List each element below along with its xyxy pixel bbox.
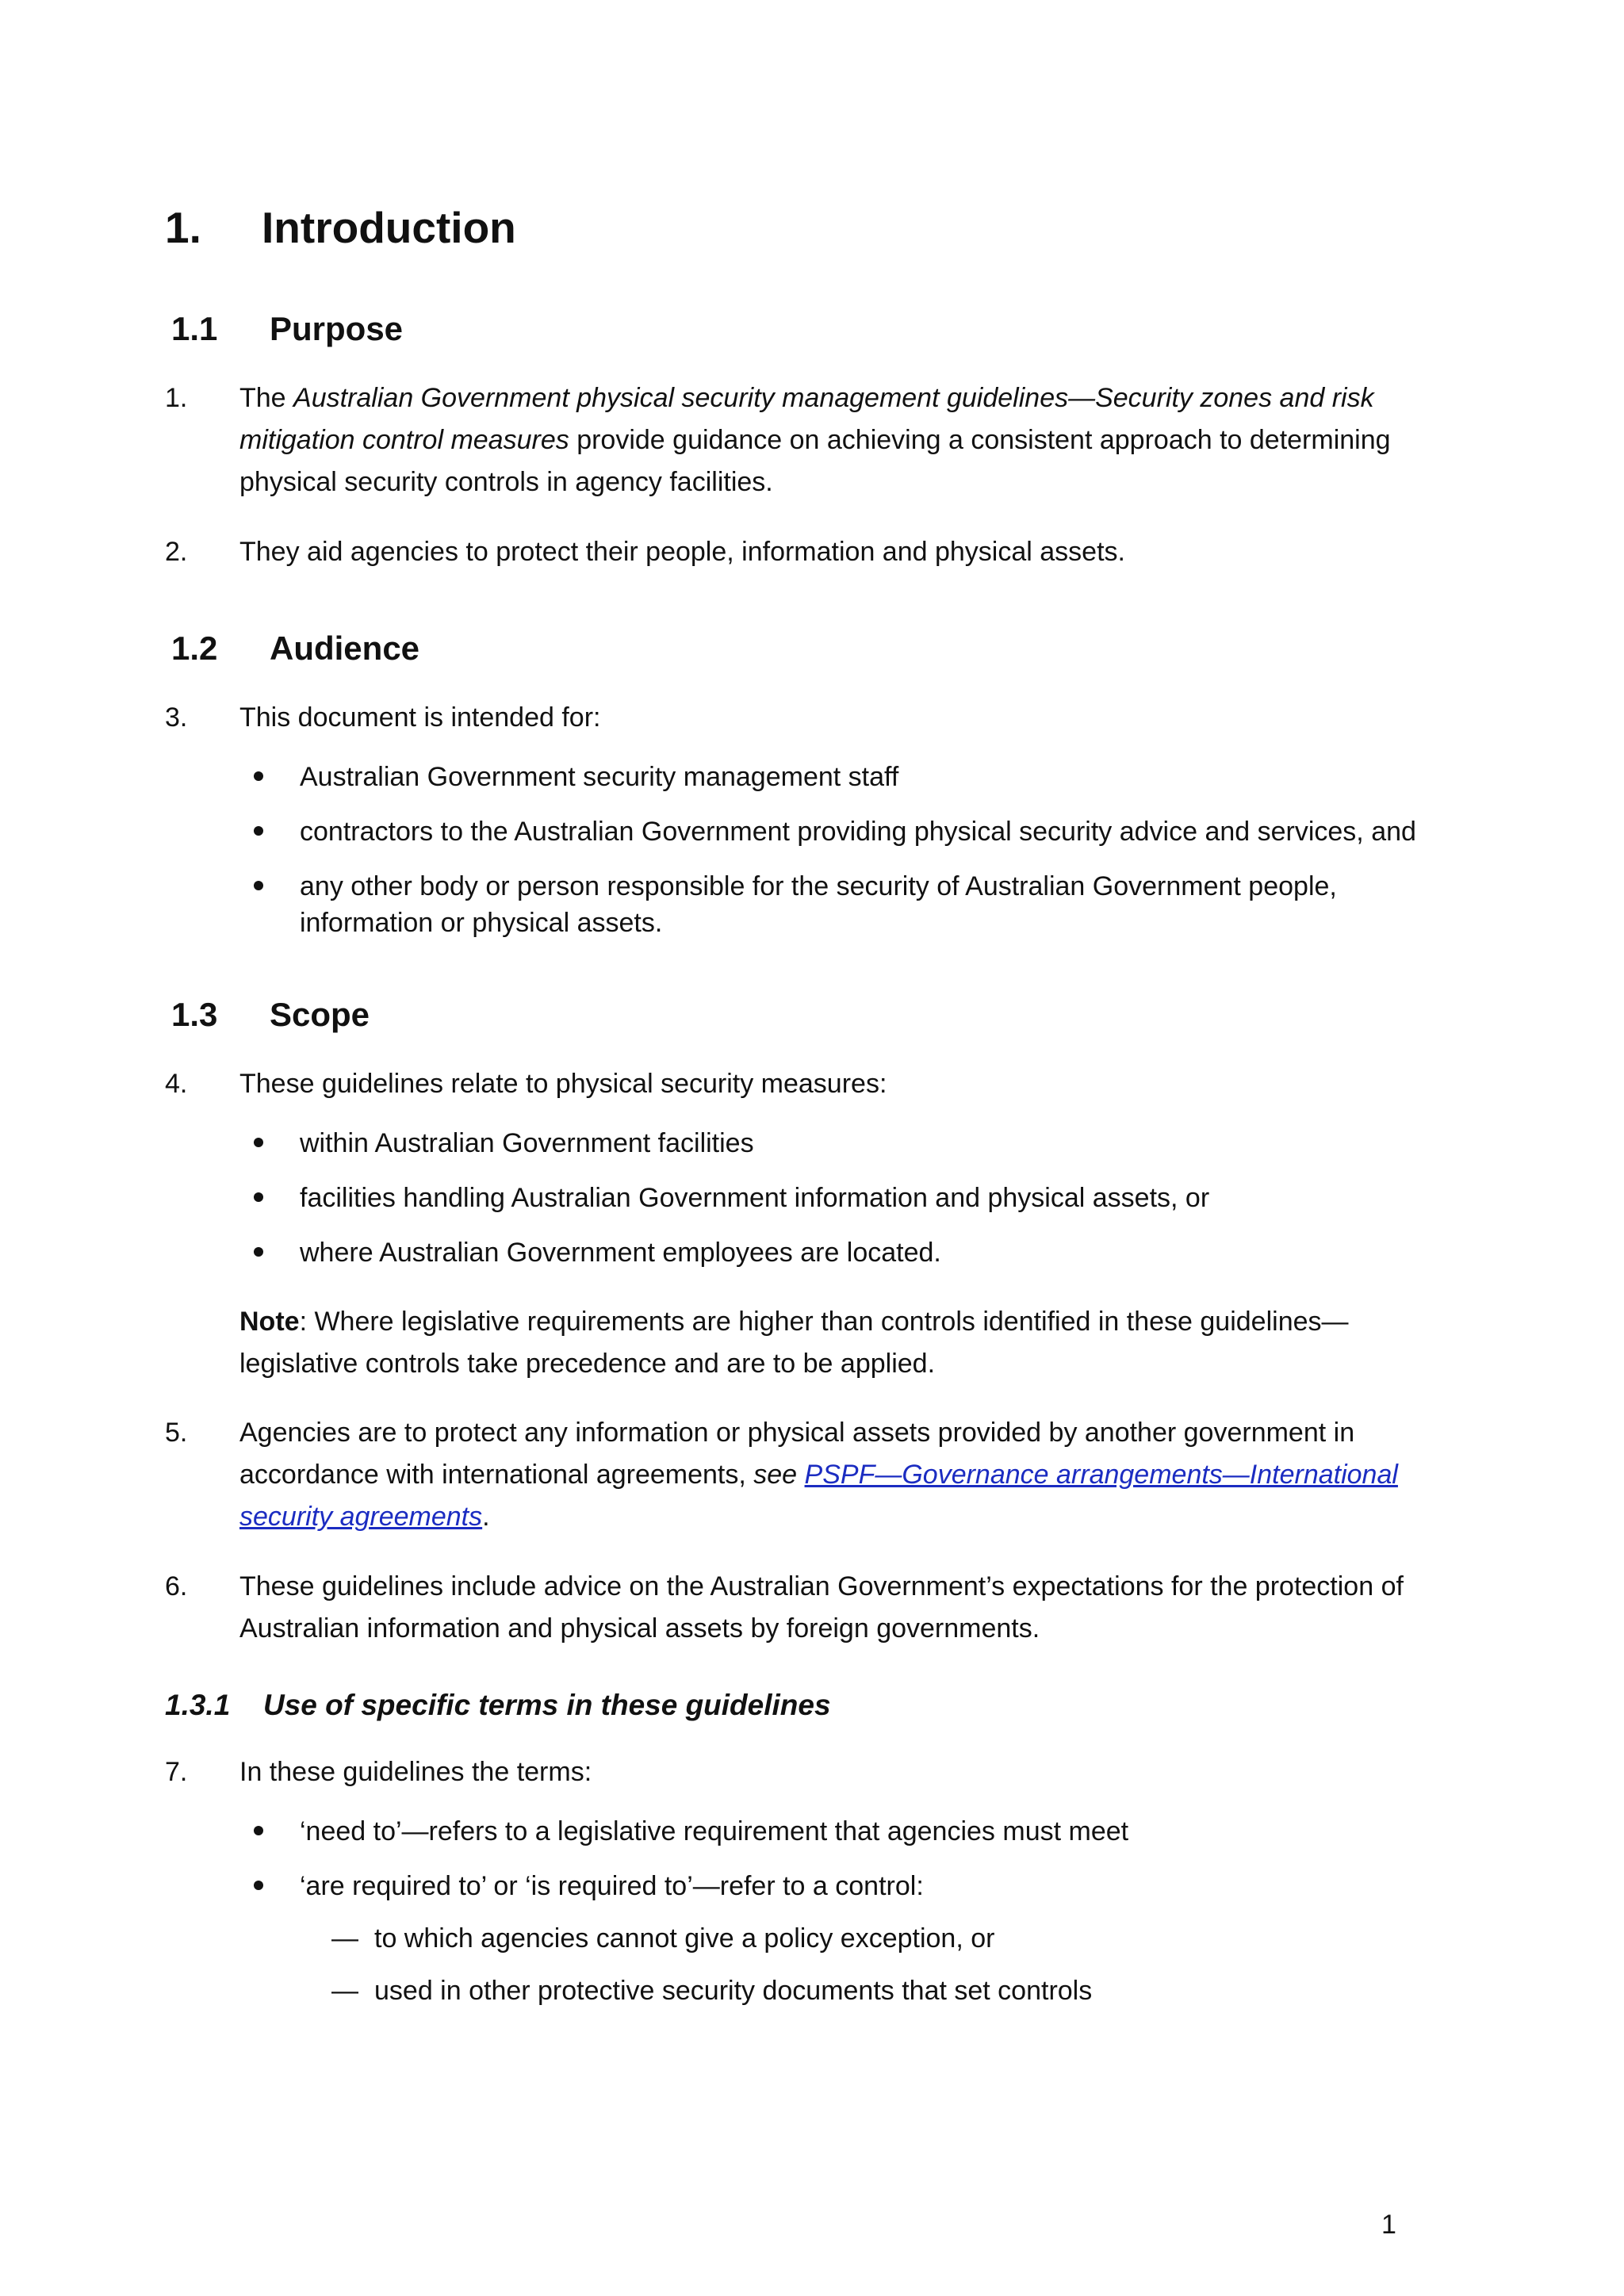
section-title-scope: Scope (270, 996, 370, 1033)
list-item: where Australian Government employees are located. (300, 1238, 941, 1268)
see-text: see (753, 1460, 798, 1490)
paragraph-number: 4. (165, 1069, 188, 1099)
paragraph-5-line-1: Agencies are to protect any information or physical assets provided by another government in (239, 1418, 1355, 1448)
sub-list-item: used in other protective security documents that set controls (374, 1976, 1093, 2006)
bullet-icon (254, 771, 263, 781)
paragraph-6-line-2: Australian information and physical assets by foreign governments. (239, 1613, 1040, 1644)
paragraph-2-text: They aid agencies to protect their people, information and physical assets. (239, 537, 1125, 567)
pspf-international-agreements-link-continued[interactable]: security agreements (239, 1502, 483, 1532)
list-item: contractors to the Australian Government providing physical security advice and services, and (300, 817, 1416, 847)
paragraph-number: 1. (165, 383, 188, 413)
paragraph-number: 2. (165, 537, 188, 567)
dash-icon: — (331, 1976, 358, 2006)
document-title-italic-2: mitigation control measures (239, 425, 569, 455)
document-title-italic-1: Australian Government physical security management guidelines—Security zones and risk (293, 383, 1374, 413)
paragraph-3-text: This document is intended for: (239, 702, 601, 733)
sub-list-item: to which agencies cannot give a policy exception, or (374, 1923, 995, 1954)
paragraph-number: 3. (165, 702, 188, 733)
section-number-purpose: 1.1 (171, 310, 218, 347)
paragraph-5-end: . (482, 1502, 490, 1532)
list-item: any other body or person responsible for the security of Australian Government people, (300, 871, 1337, 901)
chapter-number: 1. (165, 203, 201, 252)
paragraph-6-line-1: These guidelines include advice on the Australian Government’s expectations for the protection of (239, 1571, 1404, 1601)
paragraph-number: 6. (165, 1571, 188, 1601)
list-item: ‘are required to’ or ‘is required to’—refer to a control: (300, 1871, 924, 1901)
bullet-icon (254, 1247, 263, 1257)
paragraph-1-line-1 (239, 377, 1374, 419)
dash-icon: — (331, 1923, 358, 1954)
page-number: 1 (1381, 2210, 1396, 2240)
list-item: Australian Government security management staff (300, 762, 899, 792)
paragraph-number: 7. (165, 1757, 188, 1787)
note-label: Note (239, 1307, 300, 1337)
paragraph-5-line-3 (239, 1496, 490, 1537)
paragraph-1-rest: provide guidance on achieving a consistent approach to determining (569, 425, 1391, 455)
note-text: : Where legislative requirements are higher than controls identified in these guidelines— (299, 1307, 1349, 1337)
note-line-1 (239, 1301, 1349, 1342)
section-number-scope: 1.3 (171, 996, 218, 1033)
bullet-icon (254, 1826, 263, 1835)
paragraph-5-line-2 (239, 1454, 1398, 1495)
bullet-icon (254, 1192, 263, 1202)
subsection-title: Use of specific terms in these guidelines (263, 1689, 831, 1721)
pspf-international-agreements-link[interactable]: PSPF—Governance arrangements—International (804, 1460, 1398, 1490)
list-item-continuation: information or physical assets. (300, 908, 663, 938)
paragraph-1-line-2 (239, 419, 1391, 461)
subsection-number: 1.3.1 (165, 1689, 231, 1721)
paragraph-7-text: In these guidelines the terms: (239, 1757, 592, 1787)
section-title-audience: Audience (270, 629, 420, 667)
bullet-icon (254, 826, 263, 836)
paragraph-4-text: These guidelines relate to physical security measures: (239, 1069, 887, 1099)
paragraph-1-lead: The (239, 383, 294, 413)
paragraph-5-lead: accordance with international agreements, (239, 1460, 754, 1490)
bullet-icon (254, 1881, 263, 1890)
list-item: within Australian Government facilities (300, 1128, 754, 1158)
list-item: facilities handling Australian Government information and physical assets, or (300, 1183, 1210, 1213)
list-item: ‘need to’—refers to a legislative requirement that agencies must meet (300, 1816, 1129, 1846)
chapter-title: Introduction (262, 203, 516, 252)
section-number-audience: 1.2 (171, 629, 218, 667)
bullet-icon (254, 881, 263, 890)
note-line-2: legislative controls take precedence and are to be applied. (239, 1349, 936, 1379)
bullet-icon (254, 1138, 263, 1147)
paragraph-1-line-3: physical security controls in agency facilities. (239, 467, 773, 497)
section-title-purpose: Purpose (270, 310, 404, 347)
paragraph-number: 5. (165, 1418, 188, 1448)
